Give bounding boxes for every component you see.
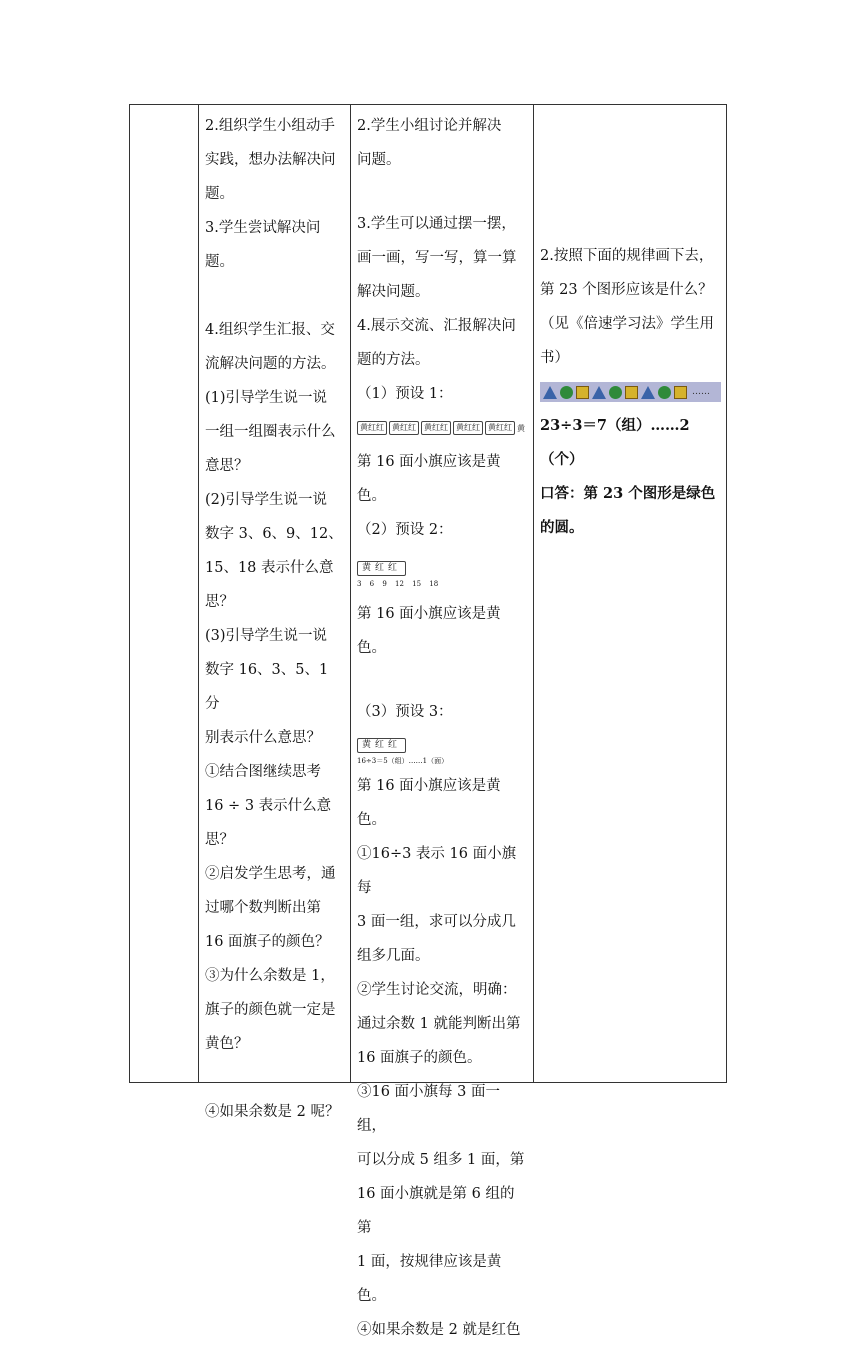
- text-line: 题。: [205, 254, 234, 270]
- teacher-step-3: [205, 211, 344, 279]
- preset-3-label: （3）预设 3：: [357, 704, 453, 720]
- text-line: 第 23 个图形应该是什么？: [540, 282, 713, 298]
- text-line: 3.学生尝试解决问: [205, 220, 321, 236]
- text-line: (1)引导学生说一说: [205, 390, 328, 406]
- guide-question-3: [205, 619, 344, 755]
- square-icon: [576, 386, 589, 399]
- text-line: ②学生讨论交流，明确：: [357, 982, 517, 998]
- square-icon: [674, 386, 687, 399]
- text-line: 数字 3、6、9、12、: [205, 526, 343, 542]
- text-line: 题。: [205, 186, 234, 202]
- text-line: 2.组织学生小组动手: [205, 118, 335, 134]
- text-line: 实践，想办法解决问: [205, 152, 336, 168]
- text-line: 画一画，写一写，算一算: [357, 250, 517, 266]
- text-line: 2.按照下面的规律画下去，: [540, 248, 714, 264]
- text-line: 组多几面。: [357, 948, 430, 964]
- text-line: 问题。: [357, 152, 401, 168]
- division-equation: 16÷3＝5（组）……1（面）: [357, 756, 449, 765]
- empty-column: [130, 105, 198, 109]
- text-line: (2)引导学生说一说: [205, 492, 328, 508]
- text-line: 15、18 表示什么意: [205, 560, 334, 576]
- exercise-reference: [540, 307, 720, 375]
- exercise-column: [534, 105, 726, 545]
- text-line: ③为什么余数是 1，: [205, 968, 335, 984]
- student-answer-3: [357, 1075, 527, 1313]
- text-line: 1 面，按规律应该是黄色。: [357, 1254, 502, 1304]
- text-line: 可以分成 5 组多 1 面，第: [357, 1152, 525, 1168]
- preset-2-result: 第 16 面小旗应该是黄色。: [357, 606, 501, 656]
- text-line: 黄色？: [205, 1036, 249, 1052]
- student-step-2: [357, 109, 527, 177]
- flag-groups-illustration: [357, 411, 527, 445]
- text-line: 16 面旗子的颜色？: [205, 934, 330, 950]
- text-line: 解决问题。: [357, 284, 430, 300]
- exercise-question: [540, 239, 720, 307]
- flag-group-box: 黄红红: [389, 421, 419, 435]
- exercise-answer: 的圆。: [540, 519, 584, 536]
- student-step-4: [357, 309, 527, 377]
- text-line: 过哪个数判断出第: [205, 900, 321, 916]
- student-step-3: [357, 207, 527, 309]
- student-activity-column: [351, 105, 533, 1347]
- lesson-table: [129, 104, 727, 1338]
- flag-group-box: 黄红红: [421, 421, 451, 435]
- student-answer-1: [357, 837, 527, 973]
- flag-tail: 黄: [517, 423, 525, 433]
- text-line: 旗子的颜色就一定是: [205, 1002, 336, 1018]
- triangle-icon: [641, 386, 655, 399]
- circle-icon: [560, 386, 573, 399]
- shape-pattern-strip: [540, 382, 721, 402]
- circle-icon: [658, 386, 671, 399]
- text-line: ①16÷3 表示 16 面小旗每: [357, 846, 517, 896]
- student-answer-4: [357, 1313, 527, 1347]
- text-line: （见《倍速学习法》学生用: [540, 316, 714, 332]
- division-illustration: [357, 729, 527, 769]
- sub-question-2: [205, 857, 344, 959]
- text-line: 3 面一组，求可以分成几: [357, 914, 516, 930]
- square-icon: [625, 386, 638, 399]
- exercise-answer: 口答：第 23 个图形是绿色: [540, 485, 716, 502]
- sub-question-4: [205, 1095, 344, 1129]
- preset-1-result: 第 16 面小旗应该是黄色。: [357, 454, 501, 504]
- preset-2-label: （2）预设 2：: [357, 522, 453, 538]
- preset-3-result: 第 16 面小旗应该是黄色。: [357, 778, 501, 828]
- teacher-activity-column: [199, 105, 350, 1129]
- text-line: ①结合图继续思考: [205, 764, 321, 780]
- number-sequence-illustration: [357, 547, 527, 597]
- triangle-icon: [543, 386, 557, 399]
- teacher-step-2: [205, 109, 344, 211]
- text-line: 16 ÷ 3 表示什么意: [205, 798, 332, 814]
- text-line: 3.学生可以通过摆一摆，: [357, 216, 516, 232]
- text-line: 别表示什么意思？: [205, 730, 321, 746]
- triangle-icon: [592, 386, 606, 399]
- teacher-step-4: [205, 313, 344, 381]
- flag-group-box: 黄红红: [357, 738, 406, 753]
- preset-1-label: （1）预设 1：: [357, 386, 453, 402]
- text-line: ③16 面小旗每 3 面一组，: [357, 1084, 501, 1134]
- sub-question-1: [205, 755, 344, 857]
- text-line: (3)引导学生说一说: [205, 628, 328, 644]
- text-line: 16 面旗子的颜色。: [357, 1050, 482, 1066]
- text-line: 思？: [205, 594, 234, 610]
- text-line: 一组一组圈表示什么: [205, 424, 336, 440]
- text-line: 2.学生小组讨论并解决: [357, 118, 502, 134]
- text-line: 意思？: [205, 458, 249, 474]
- text-line: 书）: [540, 350, 569, 366]
- text-line: 4.组织学生汇报、交: [205, 322, 335, 338]
- text-line: 流解决问题的方法。: [205, 356, 336, 372]
- text-line: ④如果余数是 2 就是红色: [357, 1322, 521, 1338]
- continuation-dots: ……: [692, 387, 710, 397]
- student-answer-2: [357, 973, 527, 1075]
- flag-group-box: 黄红红: [485, 421, 515, 435]
- text-line: 通过余数 1 就能判断出第: [357, 1016, 521, 1032]
- text-line: ②启发学生思考，通: [205, 866, 336, 882]
- flag-group-box: 黄红红: [357, 561, 406, 576]
- exercise-calculation: 23÷3＝7（组）……2（个）: [540, 417, 690, 468]
- text-line: 4.展示交流、汇报解决问: [357, 318, 516, 334]
- flag-group-box: 黄红红: [357, 421, 387, 435]
- text-line: 数字 16、3、5、1 分: [205, 662, 329, 712]
- text-line: ④如果余数是 2 呢？: [205, 1104, 340, 1120]
- sequence-numbers: 3 6 9 12 15 18: [357, 579, 439, 588]
- guide-question-1: [205, 381, 344, 483]
- circle-icon: [609, 386, 622, 399]
- guide-question-2: [205, 483, 344, 619]
- sub-question-3: [205, 959, 344, 1061]
- text-line: 16 面小旗就是第 6 组的第: [357, 1186, 515, 1236]
- text-line: 思？: [205, 832, 234, 848]
- flag-group-box: 黄红红: [453, 421, 483, 435]
- text-line: 题的方法。: [357, 352, 430, 368]
